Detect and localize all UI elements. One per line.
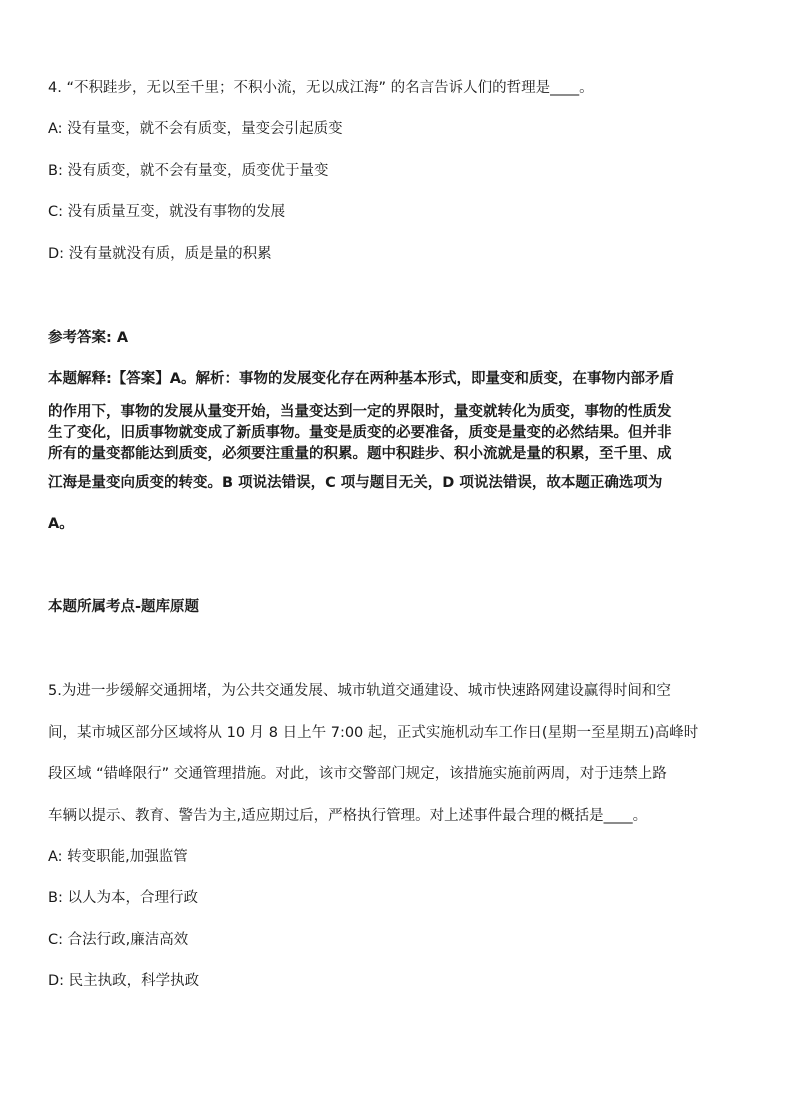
question-5-option-b: B: 以人为本，合理行政: [48, 890, 198, 906]
answer-value: A: [116, 330, 129, 346]
question-4-text: 4. “不积跬步，无以至千里；不积小流，无以成江海” 的名言告诉人们的哲理是____。: [48, 80, 594, 96]
question-5-text-line: 间，某市城区部分区域将从 10 月 8 日上午 7:00 起，正式实施机动车工作日(星期一至星期五)高峰时: [48, 725, 699, 741]
answer-label: 参考答案:: [48, 330, 112, 346]
question-4-option-d: D: 没有量就没有质，质是量的积累: [48, 246, 272, 262]
explanation-line: 所有的量变都能达到质变，必须要注重量的积累。题中积跬步、积小流就是量的积累，至千里、成: [48, 446, 672, 462]
question-4-option-b: B: 没有质变，就不会有量变，质变优于量变: [48, 163, 329, 179]
question-5-option-a: A: 转变职能,加强监管: [48, 849, 188, 865]
topic-label: 本题所属考点-题库原题: [48, 599, 200, 615]
question-5-text-line: 段区域 “错峰限行” 交通管理措施。对此，该市交警部门规定，该措施实施前两周，对于违禁上路: [48, 766, 667, 782]
question-5-text-line: 5.为进一步缓解交通拥堵，为公共交通发展、城市轨道交通建设、城市快速路网建设赢得时间和空: [48, 683, 671, 699]
explanation-line: 本题解释:【答案】A。解析：事物的发展变化存在两种基本形式，即量变和质变，在事物内部矛盾: [48, 371, 675, 387]
explanation-line: 江海是量变向质变的转变。B 项说法错误，C 项与题目无关，D 项说法错误，故本题正确选项为: [48, 475, 663, 491]
question-5-option-d: D: 民主执政，科学执政: [48, 973, 200, 989]
question-5-option-c: C: 合法行政,廉洁高效: [48, 932, 189, 948]
question-4-option-a: A: 没有量变，就不会有质变，量变会引起质变: [48, 121, 343, 137]
explanation-line: 生了变化，旧质事物就变成了新质事物。量变是质变的必要准备，质变是量变的必然结果。但并非: [48, 425, 672, 441]
question-4-option-c: C: 没有质量互变，就没有事物的发展: [48, 204, 286, 220]
question-5-text-line: 车辆以提示、教育、警告为主,适应期过后，严格执行管理。对上述事件最合理的概括是____。: [48, 808, 648, 824]
reference-answer: [48, 328, 128, 348]
explanation-line: A。: [48, 516, 74, 532]
explanation-line: 的作用下，事物的发展从量变开始，当量变达到一定的界限时，量变就转化为质变，事物的性质发: [48, 404, 672, 420]
